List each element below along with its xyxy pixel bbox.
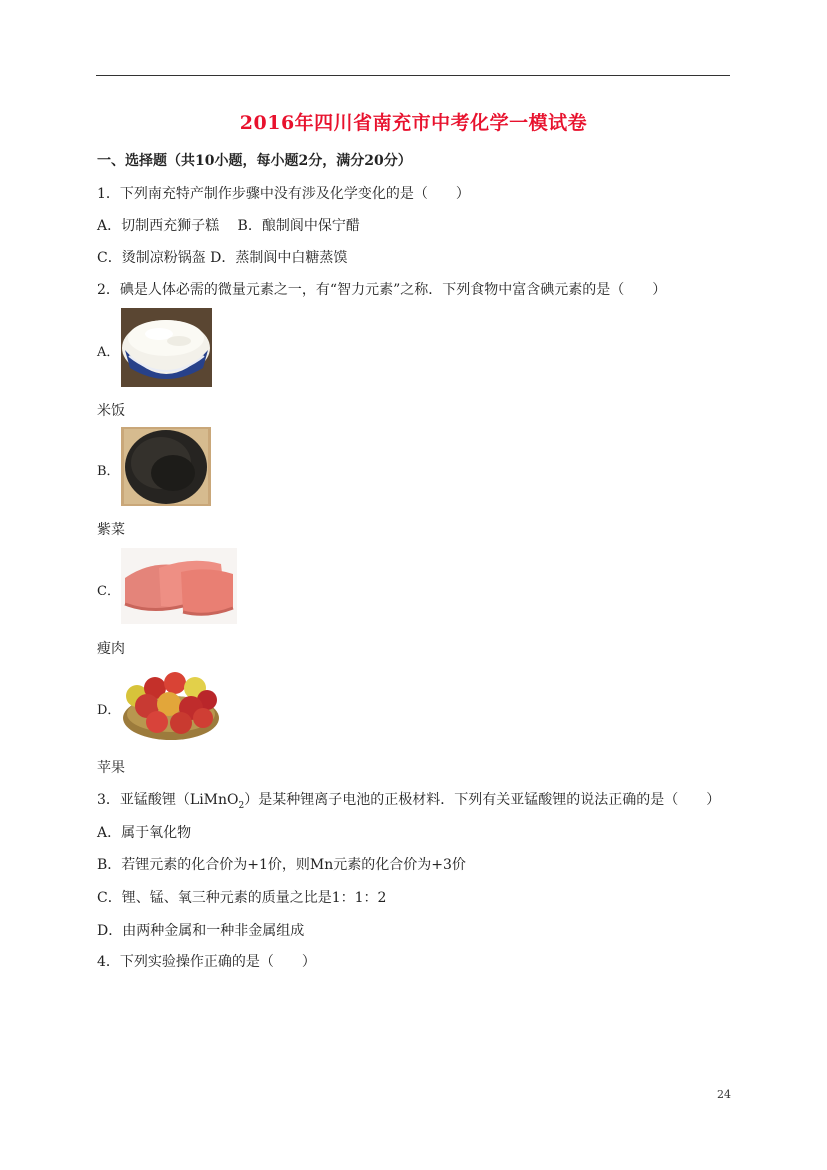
lean-meat-image (121, 548, 237, 624)
q2-option-d-letter: D． (97, 703, 121, 718)
page-title: 2016年四川省南充市中考化学一模试卷 (239, 112, 588, 134)
rice-bowl-image (121, 308, 212, 387)
q3-stem: 3．亚锰酸锂（LiMnO$_2$）是某种锂离子电池的正极材料．下列有关亚锰酸锂的说法正确的是（ ） (97, 792, 721, 811)
q1-options-ab: A．切制西充狮子糕 B．酿制阆中保宁醋 (97, 218, 360, 234)
q2-option-c-label: 瘦肉 (97, 641, 125, 657)
q2-option-a-label: 米饭 (97, 403, 125, 419)
q2-option-a-letter: A． (97, 345, 120, 360)
apples-image (121, 666, 221, 742)
q2-option-c-letter: C． (97, 584, 120, 599)
header-rule (96, 75, 730, 76)
q3-option-d: D．由两种金属和一种非金属组成 (97, 923, 305, 939)
q3-option-a: A．属于氧化物 (97, 825, 192, 841)
q3-stem-subscript: 2 (238, 800, 245, 811)
seaweed-image (121, 427, 211, 506)
page-number: 24 (717, 1088, 731, 1101)
q3-option-c: C．锂、锰、氧三种元素的质量之比是1：1：2 (97, 890, 387, 906)
q2-stem: 2．碘是人体必需的微量元素之一，有“智力元素”之称．下列食物中富含碘元素的是（ ） (97, 282, 667, 298)
q1-stem: 1．下列南充特产制作步骤中没有涉及化学变化的是（ ） (97, 186, 470, 202)
q1-options-cd: C．烫制凉粉锅盔 D．蒸制阆中白糖蒸馍 (97, 250, 348, 266)
q4-stem: 4．下列实验操作正确的是（ ） (97, 954, 316, 970)
section-heading: 一、选择题（共10小题，每小题2分，满分20分） (97, 153, 412, 169)
q2-option-d-label: 苹果 (97, 760, 125, 776)
q2-option-b-label: 紫菜 (97, 522, 125, 538)
q3-option-b: B．若锂元素的化合价为+1价，则Mn元素的化合价为+3价 (97, 857, 466, 873)
q2-option-b-letter: B． (97, 464, 120, 479)
